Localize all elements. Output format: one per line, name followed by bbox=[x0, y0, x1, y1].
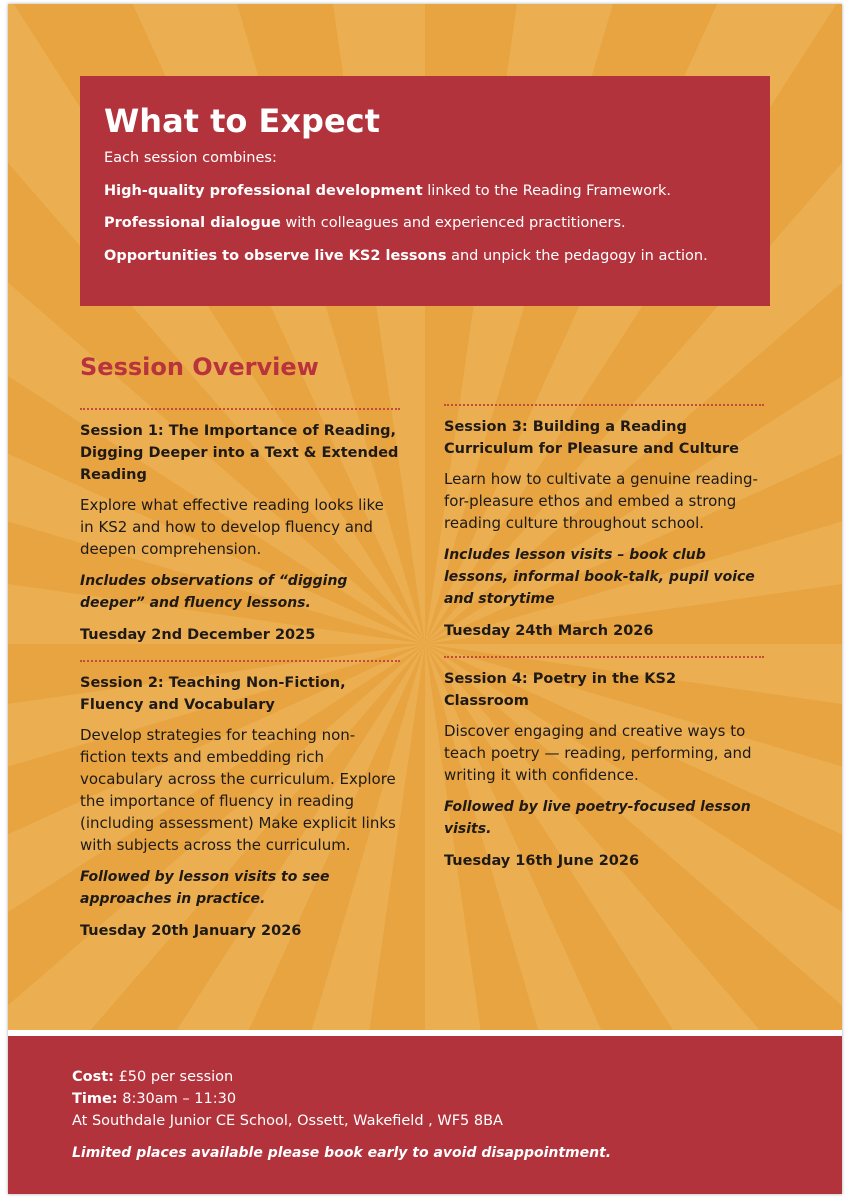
session-overview-title: Session Overview bbox=[80, 353, 319, 381]
cost-line bbox=[72, 1066, 842, 1088]
expect-point-3 bbox=[104, 246, 746, 266]
expect-point-2-text: with colleagues and experienced practitioners. bbox=[280, 215, 626, 231]
session-1-date: Tuesday 2nd December 2025 bbox=[80, 627, 316, 643]
session-1-description: Explore what effective reading looks like in KS2 and how to develop fluency and deepen comprehension. bbox=[80, 496, 384, 558]
sessions-left-column bbox=[80, 408, 400, 946]
expect-point-1-text: linked to the Reading Framework. bbox=[422, 182, 672, 199]
cost-label: Cost: bbox=[72, 1069, 114, 1085]
session-4-date: Tuesday 16th June 2026 bbox=[444, 853, 640, 869]
sessions-right-column bbox=[444, 404, 764, 876]
expect-point-1-bold: High-quality professional development bbox=[104, 182, 423, 199]
session-2-description: Develop strategies for teaching non-fiction texts and embedding rich vocabulary across the curriculum. Explore the importance of fluency in reading (including assessment) Make explicit links with subjects across the curriculum. bbox=[80, 726, 396, 854]
session-1-title: Session 1: The Importance of Reading, Digging Deeper into a Text & Extended Reading bbox=[80, 423, 399, 483]
session-1 bbox=[80, 408, 400, 646]
session-2-note: Followed by lesson visits to see approaches in practice. bbox=[80, 869, 330, 907]
booking-note: Limited places available please book early to avoid disappointment. bbox=[72, 1145, 612, 1161]
session-1-note: Includes observations of “digging deeper” and fluency lessons. bbox=[80, 573, 348, 611]
session-3-note: Includes lesson visits – book club lessons, informal book-talk, pupil voice and storytime bbox=[444, 547, 755, 607]
time-line bbox=[72, 1088, 842, 1110]
session-3-title: Session 3: Building a Reading Curriculum for Pleasure and Culture bbox=[444, 419, 739, 457]
expect-point-2 bbox=[104, 213, 746, 233]
time-value: 8:30am – 11:30 bbox=[117, 1091, 237, 1107]
session-2-date: Tuesday 20th January 2026 bbox=[80, 923, 302, 939]
booking-footer bbox=[8, 1036, 842, 1194]
session-3-description: Learn how to cultivate a genuine reading-for-pleasure ethos and embed a strong reading culture throughout school. bbox=[444, 470, 758, 532]
location-line: At Southdale Junior CE School, Ossett, Wakefield , WF5 8BA bbox=[72, 1113, 503, 1129]
cost-value: £50 per session bbox=[113, 1069, 234, 1085]
expect-point-2-bold: Professional dialogue bbox=[104, 215, 281, 231]
expect-intro: Each session combines: bbox=[104, 150, 277, 166]
session-4-title: Session 4: Poetry in the KS2 Classroom bbox=[444, 671, 677, 709]
expect-point-3-bold: Opportunities to observe live KS2 lessons bbox=[104, 247, 447, 264]
session-4 bbox=[444, 656, 764, 872]
expect-point-1 bbox=[104, 181, 746, 201]
session-2-title: Session 2: Teaching Non-Fiction, Fluency and Vocabulary bbox=[80, 675, 346, 713]
session-3-date: Tuesday 24th March 2026 bbox=[444, 623, 654, 639]
expect-point-3-text: and unpick the pedagogy in action. bbox=[446, 247, 708, 264]
session-4-note: Followed by live poetry-focused lesson visits. bbox=[444, 799, 751, 837]
session-4-description: Discover engaging and creative ways to teach poetry — reading, performing, and writing it with confidence. bbox=[444, 722, 752, 784]
flyer-page bbox=[8, 4, 842, 1194]
what-to-expect-panel bbox=[80, 76, 770, 306]
time-label: Time: bbox=[72, 1091, 118, 1107]
session-3 bbox=[444, 404, 764, 642]
what-to-expect-title: What to Expect bbox=[104, 102, 380, 140]
session-2 bbox=[80, 660, 400, 942]
